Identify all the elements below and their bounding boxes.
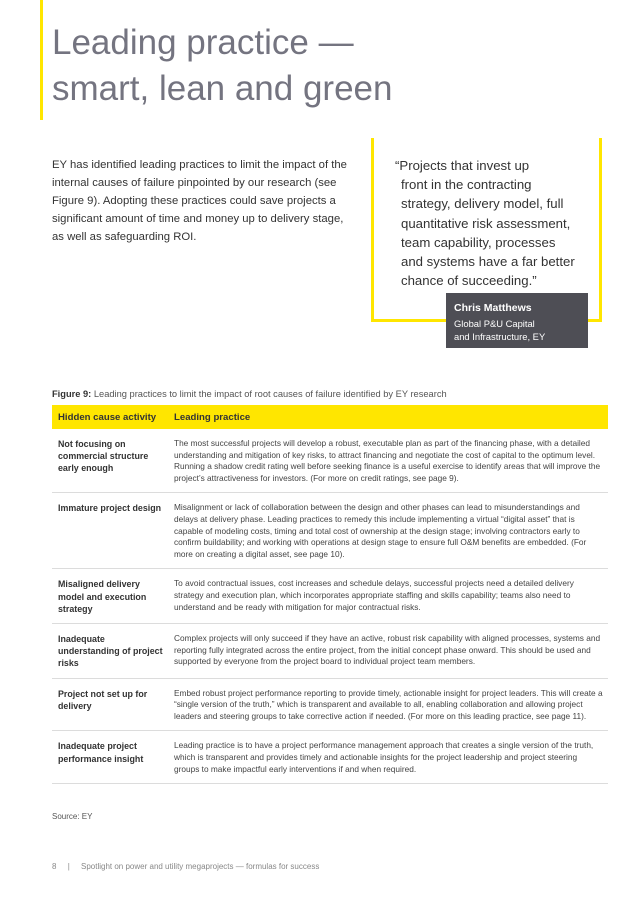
- cause-cell: Inadequate understanding of project risks: [58, 633, 163, 669]
- footer-text: Spotlight on power and utility megaprojects — formulas for success: [81, 862, 320, 871]
- quote-line: front in the contracting: [401, 177, 532, 193]
- quote-line: strategy, delivery model, full: [401, 196, 564, 212]
- cause-cell: Not focusing on commercial structure early enough: [58, 439, 149, 474]
- attribution-role: [454, 317, 580, 343]
- quote-attribution: [446, 293, 588, 348]
- practice-cell: The most successful projects will develop a robust, executable plan as part of the financing phase, with a detailed understanding and mitigation of key risks, to attract financing and negotiate the cost of capital to the optimum level. Running a shadow credit rating well before seeking finance is a useful exercise to identify areas that will improve the project’s attractiveness for investors. (For more on credit ratings, see page 9).: [174, 438, 601, 483]
- title-line-2: smart, lean and green: [52, 69, 393, 108]
- table-header: [52, 405, 608, 429]
- quote-line: chance of succeeding.”: [401, 273, 537, 289]
- cause-cell: Misaligned delivery model and execution strategy: [58, 579, 147, 614]
- pull-quote: [395, 156, 595, 290]
- table-row: [52, 624, 608, 679]
- table-row: [52, 731, 608, 784]
- footer-separator: |: [67, 862, 70, 871]
- attribution-name: Chris Matthews: [454, 302, 532, 314]
- table-row: [52, 569, 608, 624]
- table-row: [52, 429, 608, 493]
- quote-line: quantitative risk assessment,: [401, 215, 571, 231]
- title-accent-bar: [40, 0, 43, 120]
- figure-caption-text: Leading practices to limit the impact of root causes of failure identified by EY research: [93, 389, 447, 399]
- figure-label: Figure 9:: [52, 389, 92, 399]
- title-line-1: Leading practice —: [52, 23, 354, 62]
- page-footer: [52, 862, 319, 871]
- intro-paragraph: EY has identified leading practices to limit the impact of the internal causes of failure pinpointed by our research (see Figure 9). Adopting these practices could save projects a significant amount of time and money up to delivery stage, as well as safeguarding ROI.: [52, 159, 347, 243]
- cause-cell: Immature project design: [58, 503, 162, 514]
- cause-cell: Project not set up for delivery: [58, 688, 148, 711]
- attribution-role-line: Global P&U Capital: [454, 318, 535, 329]
- quote-line: “Projects that invest up: [395, 158, 530, 173]
- practice-cell: Leading practice is to have a project performance management approach that creates a single version of the truth, which is transparent and provides timely and actionable insights for the project leadership and project steering groups to make impactful early interventions if and when required.: [174, 740, 594, 774]
- figure-caption: [52, 389, 447, 399]
- practice-cell: Embed robust project performance reporting to provide timely, actionable insight for project leaders. This will create a “single version of the truth,” which is transparent and available to all, enabling collaboration and allowing project leaders and steering groups to take corrective action if needed. (For more on this leading practice, see page 11).: [174, 687, 603, 721]
- table-row: [52, 493, 608, 569]
- column-header-cause: Hidden cause activity: [58, 411, 157, 423]
- page-number: 8: [52, 862, 57, 871]
- leading-practices-table: [52, 405, 608, 784]
- quote-line: team capability, processes: [401, 234, 556, 250]
- practice-cell: To avoid contractual issues, cost increases and schedule delays, successful projects need a detailed delivery strategy and execution plan, which incorporates appropriate staffing and skills capability; teams also need to understand and be ready with mitigation for major contractual risks.: [174, 578, 574, 612]
- practice-cell: Misalignment or lack of collaboration between the design and other phases can lead to misunderstandings and delays at delivery phase. Leading practices to remedy this include implementing a virtual “digital asset” that is capable of modeling costs, timing and total cost of ownership at the design stage; involving contractors early to confirm buildability; and working with operations at design stage to ensure full O&M benefits are embedded. (For more on creating a digital asset, see page 10).: [174, 502, 587, 559]
- table-row: [52, 679, 608, 732]
- cause-cell: Inadequate project performance insight: [58, 741, 144, 764]
- source-note: Source: EY: [52, 812, 93, 821]
- practice-cell: Complex projects will only succeed if they have an active, robust risk capability with aligned processes, systems and reporting fully integrated across the entire project, from the initial concept phase onward. This should be used and supported by everyone from the project board to individual project team members.: [174, 632, 601, 667]
- page-title: [52, 20, 392, 112]
- quote-line: and systems have a far better: [401, 254, 575, 270]
- attribution-role-line: and Infrastructure, EY: [454, 331, 546, 342]
- column-header-practice: Leading practice: [174, 411, 251, 423]
